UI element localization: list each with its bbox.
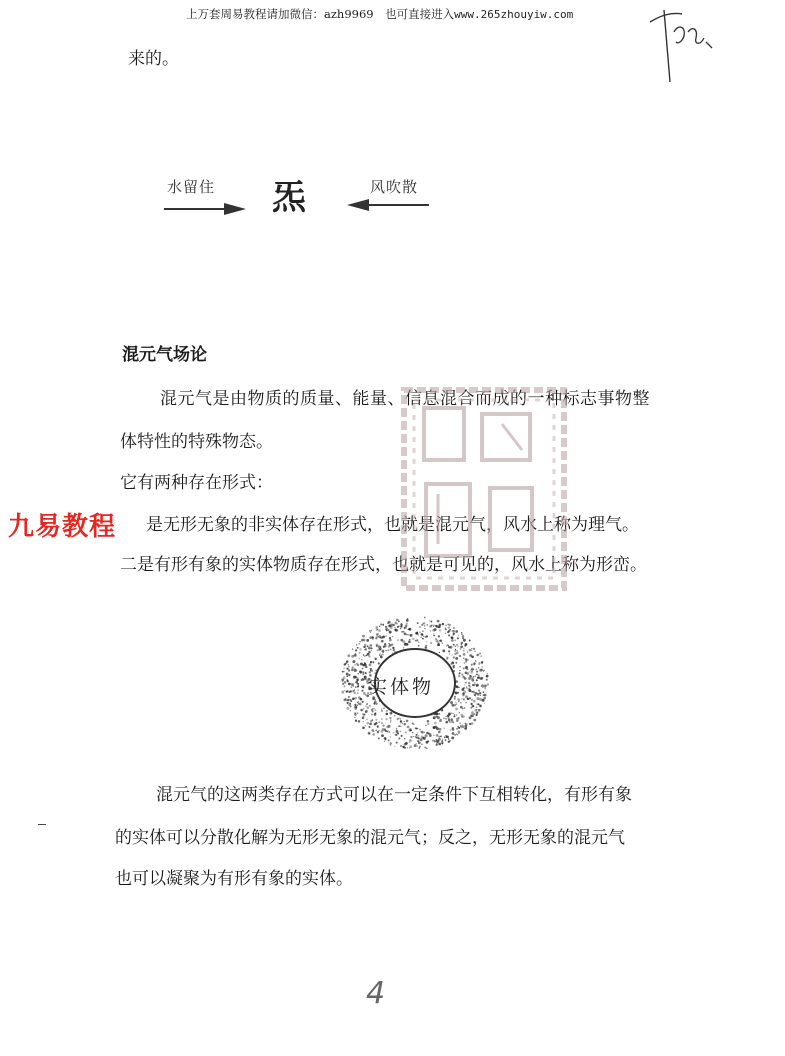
margin-mark [38,824,46,825]
seal-stamp [398,384,570,594]
left-arrow-icon [345,196,431,214]
continuation-text: 来的。 [128,49,179,69]
handwritten-signature [648,2,718,86]
closing-line: 也可以凝聚为有形有象的实体。 [115,869,353,889]
header-url: www.265zhouyiw.com [454,8,574,21]
closing-line: 的实体可以分散化解为无形无象的混元气；反之，无形无象的混元气 [115,828,625,848]
paragraph-line: 混元气是由物质的质量、能量、信息混合而成的一种标志事物整 [160,389,650,409]
form-one: 是无形无象的非实体存在形式，也就是混元气，风水上称为理气。 [146,515,639,535]
forms-intro: 它有两种存在形式： [120,473,273,493]
entity-label: 实体物 [368,676,435,698]
section-title: 混元气场论 [122,345,207,365]
right-arrow-icon [162,200,248,218]
watermark-text: 九易教程 [8,512,117,542]
page-header [186,6,573,22]
closing-line: 混元气的这两类存在方式可以在一定条件下互相转化，有形有象 [156,785,632,805]
header-text: 上万套周易教程请加微信：azh9969 也可直接进入 [186,7,455,21]
form-two: 二是有形有象的实体物质存在形式，也就是可见的，风水上称为形峦。 [120,555,647,575]
page-number: 4 [366,976,386,1011]
paragraph-line: 体特性的特殊物态。 [120,432,273,452]
water-label: 水留住 [167,178,216,196]
wind-label: 风吹散 [370,178,419,196]
qi-character: 炁 [272,178,306,218]
